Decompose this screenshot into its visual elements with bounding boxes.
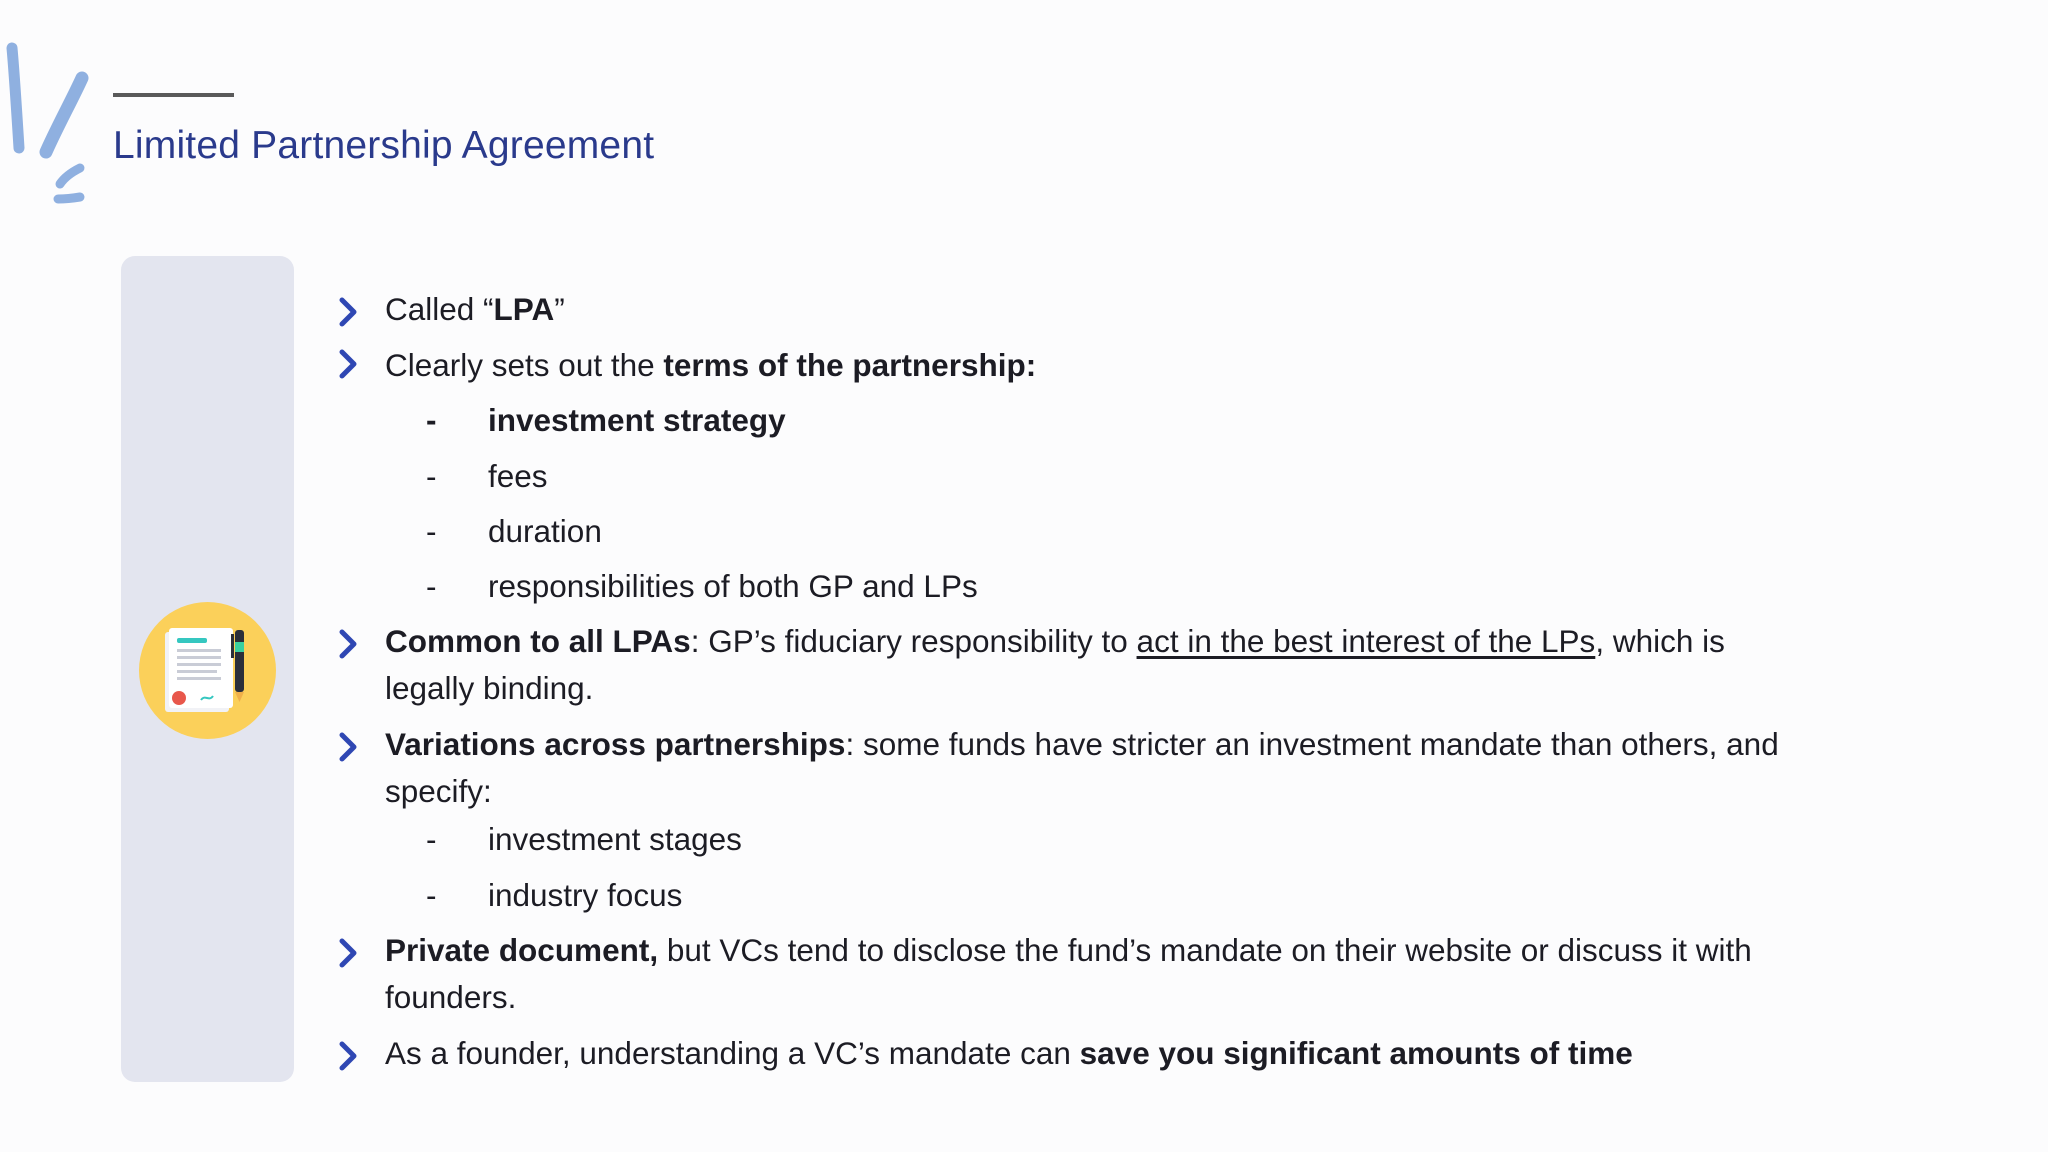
underlined-text: act in the best interest of the LPs: [1136, 623, 1596, 659]
chevron-right-icon: [336, 286, 362, 333]
sub-item-label: investment strategy: [488, 402, 786, 438]
bullet-text: ”: [554, 291, 565, 327]
page-title: Limited Partnership Agreement: [113, 124, 655, 167]
chevron-right-icon: [336, 342, 362, 389]
brush-stroke-decoration: [0, 0, 100, 220]
sub-item-label: responsibilities of both GP and LPs: [488, 568, 978, 604]
sub-item-label: duration: [488, 513, 602, 549]
dash-marker: -: [426, 402, 437, 438]
dash-marker: -: [426, 458, 437, 494]
sub-item-label: investment stages: [488, 821, 742, 857]
chevron-right-icon: [336, 927, 362, 974]
bullet-text: but VCs tend to disclose the fund’s mandate on their website or discuss it with: [658, 932, 1752, 968]
bullet-text: Clearly sets out the: [385, 347, 664, 383]
bullet-bold-text: LPA: [493, 291, 555, 327]
dash-marker: -: [426, 877, 437, 913]
bullet-text: founders.: [385, 979, 517, 1015]
content-list: [336, 0, 1896, 1152]
dash-marker: -: [426, 513, 437, 549]
chevron-right-icon: [336, 721, 362, 768]
bullet-text: : GP’s fiduciary responsibility to: [690, 623, 1137, 659]
bullet-text: legally binding.: [385, 670, 594, 706]
bullet-text: Called “: [385, 291, 494, 327]
dash-marker: -: [426, 821, 437, 857]
bullet-bold-text: Common to all LPAs: [385, 623, 691, 659]
contract-document-icon: [139, 602, 276, 739]
dash-marker: -: [426, 568, 437, 604]
chevron-right-icon: [336, 1030, 362, 1077]
bullet-text: , which is: [1595, 623, 1725, 659]
bullet-bold-text: save you significant amounts of time: [1079, 1035, 1633, 1071]
bullet-bold-text: Private document,: [385, 932, 659, 968]
sub-item-label: fees: [488, 458, 548, 494]
bullet-text: As a founder, understanding a VC’s mandate can: [385, 1035, 1080, 1071]
chevron-right-icon: [336, 618, 362, 665]
bullet-bold-text: terms of the partnership:: [663, 347, 1037, 383]
bullet-bold-text: Variations across partnerships: [385, 726, 846, 762]
bullet-text: specify:: [385, 773, 492, 809]
bullet-text: : some funds have stricter an investment mandate than others, and: [845, 726, 1779, 762]
sub-item-label: industry focus: [488, 877, 683, 913]
title-rule: [113, 93, 234, 97]
